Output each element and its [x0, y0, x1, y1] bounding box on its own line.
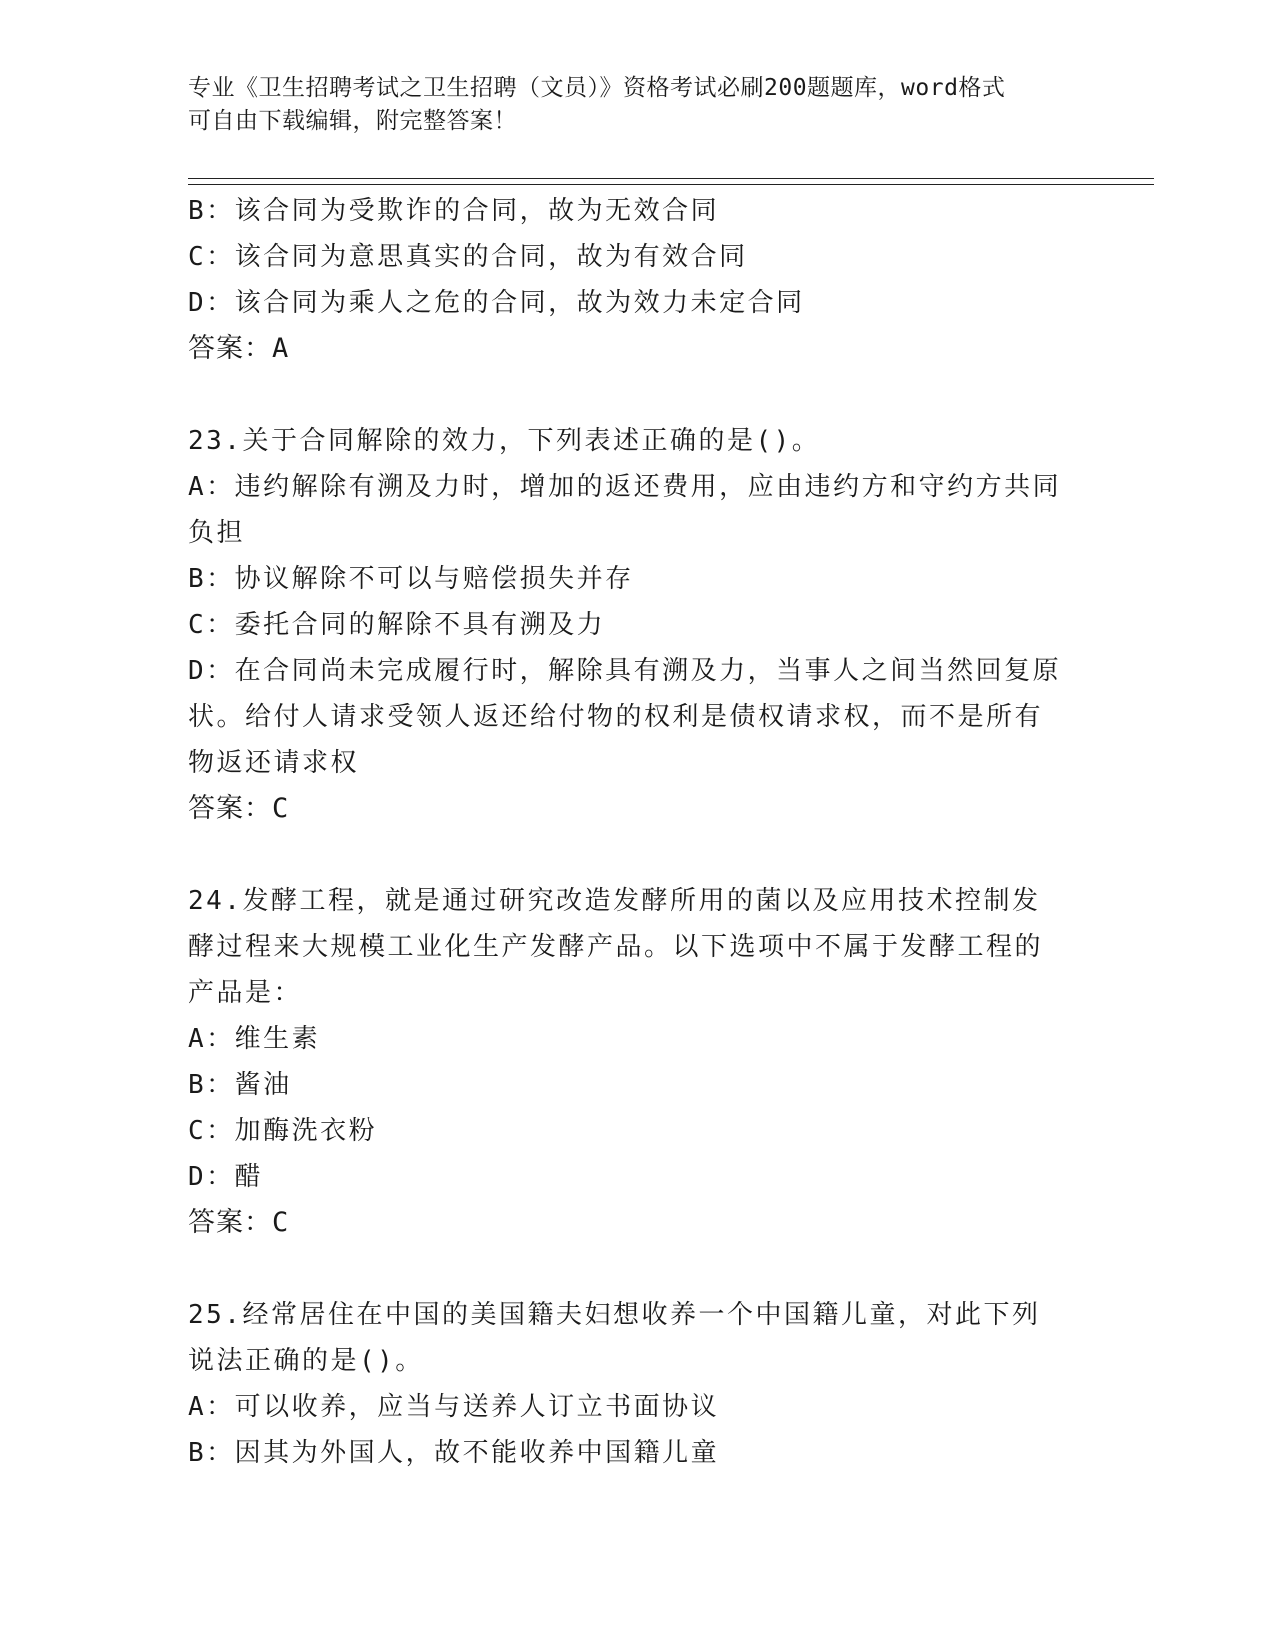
answer-label: 答案： — [188, 333, 272, 364]
option-c: C：该合同为意思真实的合同，故为有效合同 — [188, 242, 748, 272]
answer-label: 答案： — [188, 793, 272, 824]
header-line-2: 可自由下载编辑，附完整答案！ — [188, 108, 517, 134]
answer-line — [188, 1200, 1068, 1246]
option-a: A：维生素 — [188, 1024, 321, 1054]
header-divider-top — [188, 178, 1154, 179]
answer-value: C — [272, 1207, 290, 1238]
answer-value: A — [272, 333, 290, 364]
question-stem: 24.发酵工程，就是通过研究改造发酵所用的菌以及应用技术控制发酵过程来大规模工业化生产发酵产品。以下选项中不属于发酵工程的产品是： — [188, 886, 1044, 1008]
option-d: D：在合同尚未完成履行时，解除具有溯及力，当事人之间当然回复原状。给付人请求受领人返还给付物的权利是债权请求权，而不是所有物返还请求权 — [188, 656, 1062, 778]
question-stem: 23.关于合同解除的效力，下列表述正确的是()。 — [188, 426, 821, 456]
answer-value: C — [272, 793, 290, 824]
question-stem: 25.经常居住在中国的美国籍夫妇想收养一个中国籍儿童，对此下列说法正确的是()。 — [188, 1300, 1041, 1376]
prev-question — [188, 188, 1068, 372]
option-b: B：协议解除不可以与赔偿损失并存 — [188, 564, 634, 594]
option-c: C：委托合同的解除不具有溯及力 — [188, 610, 606, 640]
question-25 — [188, 1292, 1068, 1476]
option-c: C：加酶洗衣粉 — [188, 1116, 378, 1146]
option-d: D：醋 — [188, 1162, 264, 1192]
option-a: A：违约解除有溯及力时，增加的返还费用，应由违约方和守约方共同负担 — [188, 472, 1062, 548]
answer-line — [188, 326, 1068, 372]
document-header — [188, 72, 1088, 138]
header-line-1: 专业《卫生招聘考试之卫生招聘（文员）》资格考试必刷200题题库，word格式 — [188, 75, 1006, 101]
option-b: B：因其为外国人，故不能收养中国籍儿童 — [188, 1438, 720, 1468]
question-23 — [188, 418, 1068, 832]
document-body — [188, 188, 1068, 1476]
header-divider-bottom — [188, 184, 1154, 185]
option-b: B：该合同为受欺诈的合同，故为无效合同 — [188, 196, 720, 226]
question-24 — [188, 878, 1068, 1246]
option-d: D：该合同为乘人之危的合同，故为效力未定合同 — [188, 288, 805, 318]
answer-line — [188, 786, 1068, 832]
option-b: B：酱油 — [188, 1070, 292, 1100]
option-a: A：可以收养，应当与送养人订立书面协议 — [188, 1392, 720, 1422]
answer-label: 答案： — [188, 1207, 272, 1238]
